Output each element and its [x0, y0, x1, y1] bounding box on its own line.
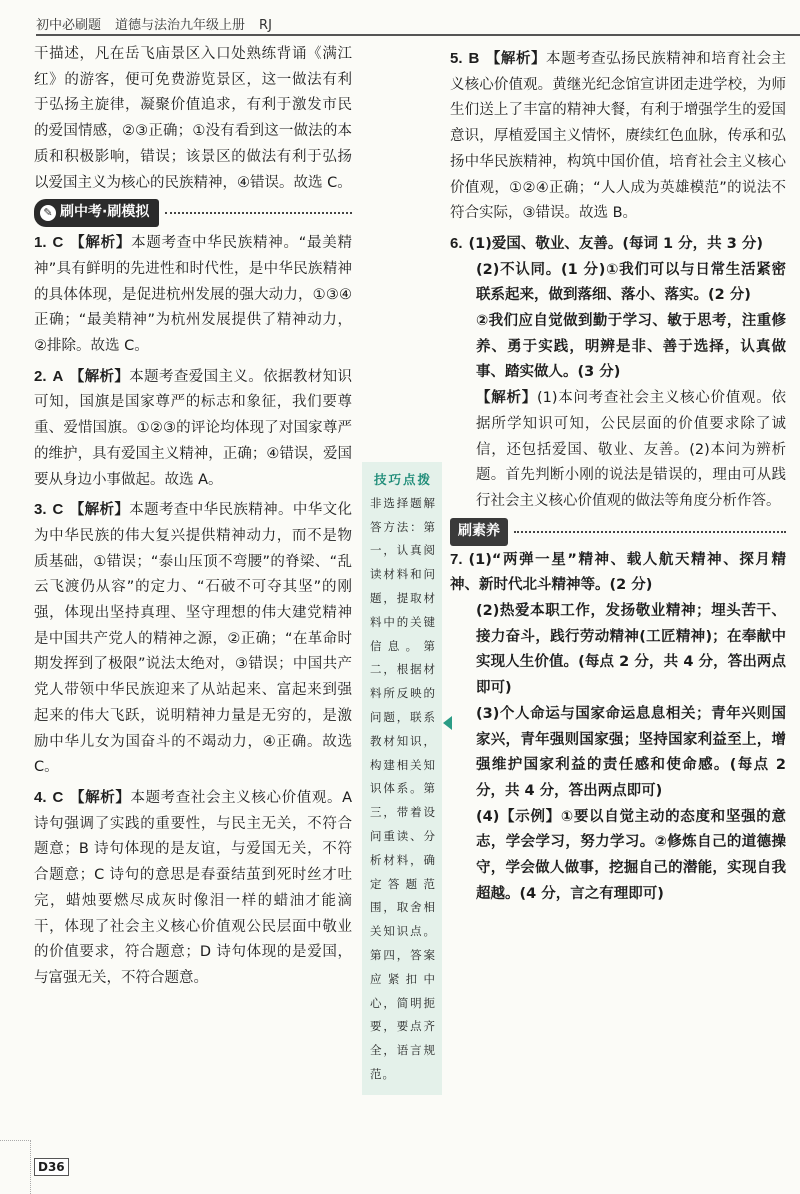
item-number: 5. [450, 50, 463, 67]
item7-part1 [450, 547, 786, 599]
item6-analysis-text: (1)本问考查社会主义核心价值观。依据所学知识可知，公民层面的价值要求除了诚信，还包括爱国、敬业、友善。(2)本问为辨析题。首先判断小刚的说法是错误的，理由可从践行社会主义核心价值观的做法等角度分析作答。 [476, 390, 786, 509]
section-title: 刷中考·刷模拟 [60, 204, 150, 221]
item-number: 3. [34, 501, 47, 519]
tips-column [362, 462, 442, 1095]
header-bar [36, 14, 272, 33]
item-answer: C [52, 501, 64, 519]
answer-item-4 [34, 785, 352, 992]
page-number: D36 [34, 1158, 69, 1176]
answer-item-2 [34, 364, 352, 494]
item-answer: A [52, 367, 64, 385]
item-text: 本题考查中华民族精神。中华文化为中华民族的伟大复兴提供精神动力，而不是物质基础，①错误；“泰山压顶不弯腰”的脊梁、“乱云飞渡仍从容”的定力、“石破不可夺其坚”的刚强，体现出坚持真理、坚守理想的伟大建党精神是中国共产党人的精神之源，②正确；“在革命时期发挥到了极限”说法太绝对，③错误；中国共产党人带领中华民族迎来了从站起来、富起来到强起来的伟大飞跃，说明精神力量是无穷的，是激励中华儿女为国奋斗的不竭动力，④正确。故选 C。 [34, 502, 353, 776]
item-text: 本题考查社会主义核心价值观。A 诗句强调了实践的重要性，与民主无关，不符合题意；B 诗句体现的是友谊，与爱国无关，不符合题意；C 诗句的意思是春蚕结茧到死时丝才吐完，蜡烛要燃尽成灰时像泪一样的蜡油才能滴干，体现了社会主义核心价值观公民层面中敬业的价值要求，符合题意；D 诗句体现的是爱国，与富强无关，不符合题意。 [34, 789, 353, 986]
item6-analysis [450, 386, 786, 515]
item-answer: B [468, 50, 480, 67]
item-number: 1. [34, 234, 47, 252]
item-text: 本题考查中华民族精神。“最美精神”具有鲜明的先进性和时代性，是中华民族精神的具体体现，是促进杭州发展的强大动力，①③④正确；“最美精神”为杭州发展提供了精神动力，②排除。故选 C。 [34, 235, 352, 355]
analysis-tag: 【解析】 [69, 235, 132, 252]
section-banner-literacy [450, 519, 786, 545]
item-number: 7. [450, 550, 463, 568]
item-text: 本题考查爱国主义。依据教材知识可知，国旗是国家尊严的标志和象征，我们要尊重、爱惜国旗。①②③的评论均体现了对国家尊严的维护，具有爱国主义精神，正确；④错误，爱国要从身边小事做起。故选 A。 [34, 368, 353, 488]
page-corner-mark [0, 1140, 31, 1194]
answer-item-7 [450, 547, 786, 908]
item6-part1 [450, 231, 786, 258]
section-title: 刷素养 [458, 522, 500, 539]
continued-answer: 干描述，凡在岳飞庙景区入口处熟练背诵《满江红》的游客，便可免费游览景区，这一做法有利于弘扬主旋律，凝聚价值追求，有利于激发市民的爱国情感，②③正确；①没有看到这一做法的本质和积极影响，错误；该景区的做法有利于弘扬以爱国主义为核心的民族精神，④错误。故选 C。 [34, 46, 352, 191]
item6-part3: ②我们应自觉做到勤于学习、敏于思考，注重修养、勇于实践，明辨是非、善于选择，认真做事、踏实做人。(3 分) [476, 313, 786, 381]
item-number: 6. [450, 234, 463, 252]
header-rule [36, 34, 800, 36]
item7-part2: (2)热爱本职工作，发扬敬业精神；埋头苦干、接力奋斗，践行劳动精神(工匠精神)；在奉献中实现人生价值。(每点 2 分，共 4 分，答出两点即可) [476, 603, 786, 697]
series-title: 初中必刷题 [36, 18, 102, 33]
item6-part1-text: (1)爱国、敬业、友善。(每词 1 分，共 3 分) [468, 235, 763, 252]
analysis-tag: 【解析】 [485, 51, 547, 67]
section-flag [34, 199, 159, 227]
analysis-tag: 【解析】 [69, 789, 131, 806]
tips-box [362, 462, 442, 1095]
tips-text: 非选择题解答方法：第一，认真阅读材料和问题，提取材料中的关键信息。第二，根据材料所反映的问题，联系教材知识，构建相关知识体系。第三，带着设问重读、分析材料，确定答题范围，取舍相关知识点。第四，答案应紧扣中心，简明扼要，要点齐全，语言规范。 [370, 495, 436, 1081]
answer-item-1 [34, 230, 352, 360]
item7-part3: (3)个人命运与国家命运息息相关；青年兴则国家兴，青年强则国家强；坚持国家利益至上，增强维护国家利益的责任感和使命感。(每点 2 分，共 4 分，答出两点即可) [476, 705, 786, 799]
right-column [450, 46, 786, 908]
pen-icon: ✎ [40, 205, 56, 221]
edition-label: RJ [259, 18, 272, 33]
answer-item-5 [450, 46, 786, 227]
dotted-divider [514, 531, 786, 533]
analysis-tag: 【解析】 [69, 368, 130, 385]
item-text: 本题考查弘扬民族精神和培育社会主义核心价值观。黄继光纪念馆宣讲团走进学校，为师生们送上了丰富的精神大餐，有利于增强学生的爱国意识，厚植爱国主义情怀，赓续红色血脉，传承和弘扬中华民族精神，构筑中国价值，培育社会主义核心价值观，①②④正确；“人人成为英雄模范”的说法不符合实际，③错误。故选 B。 [450, 51, 787, 222]
item7-part4: (4)【示例】①要以自觉主动的态度和坚强的意志，学会学习，努力学习。②修炼自己的道德操守，学会做人做事，挖掘自己的潜能，实现自我超越。(4 分，言之有理即可) [476, 808, 786, 902]
dotted-divider [165, 212, 352, 214]
item-answer: C [52, 234, 64, 252]
section-flag [450, 518, 508, 546]
tips-title: 技巧点拨 [373, 472, 432, 487]
item6-part2: (2)不认同。(1 分)①我们可以与日常生活紧密联系起来，做到落细、落小、落实。(2 分) [476, 261, 786, 304]
item-number: 4. [34, 788, 47, 806]
answer-item-6 [450, 231, 786, 515]
analysis-tag: 【解析】 [476, 390, 537, 407]
item7-part1-text: (1)“两弹一星”精神、载人航天精神、探月精神、新时代北斗精神等。(2 分) [450, 551, 786, 594]
section-banner-exam [34, 200, 352, 226]
analysis-tag: 【解析】 [69, 502, 130, 519]
subject-title: 道德与法治九年级上册 [115, 18, 246, 33]
item-answer: C [52, 788, 64, 806]
left-column [34, 42, 352, 992]
item-number: 2. [34, 367, 47, 385]
page-header [0, 0, 800, 38]
answer-item-3 [34, 497, 352, 781]
